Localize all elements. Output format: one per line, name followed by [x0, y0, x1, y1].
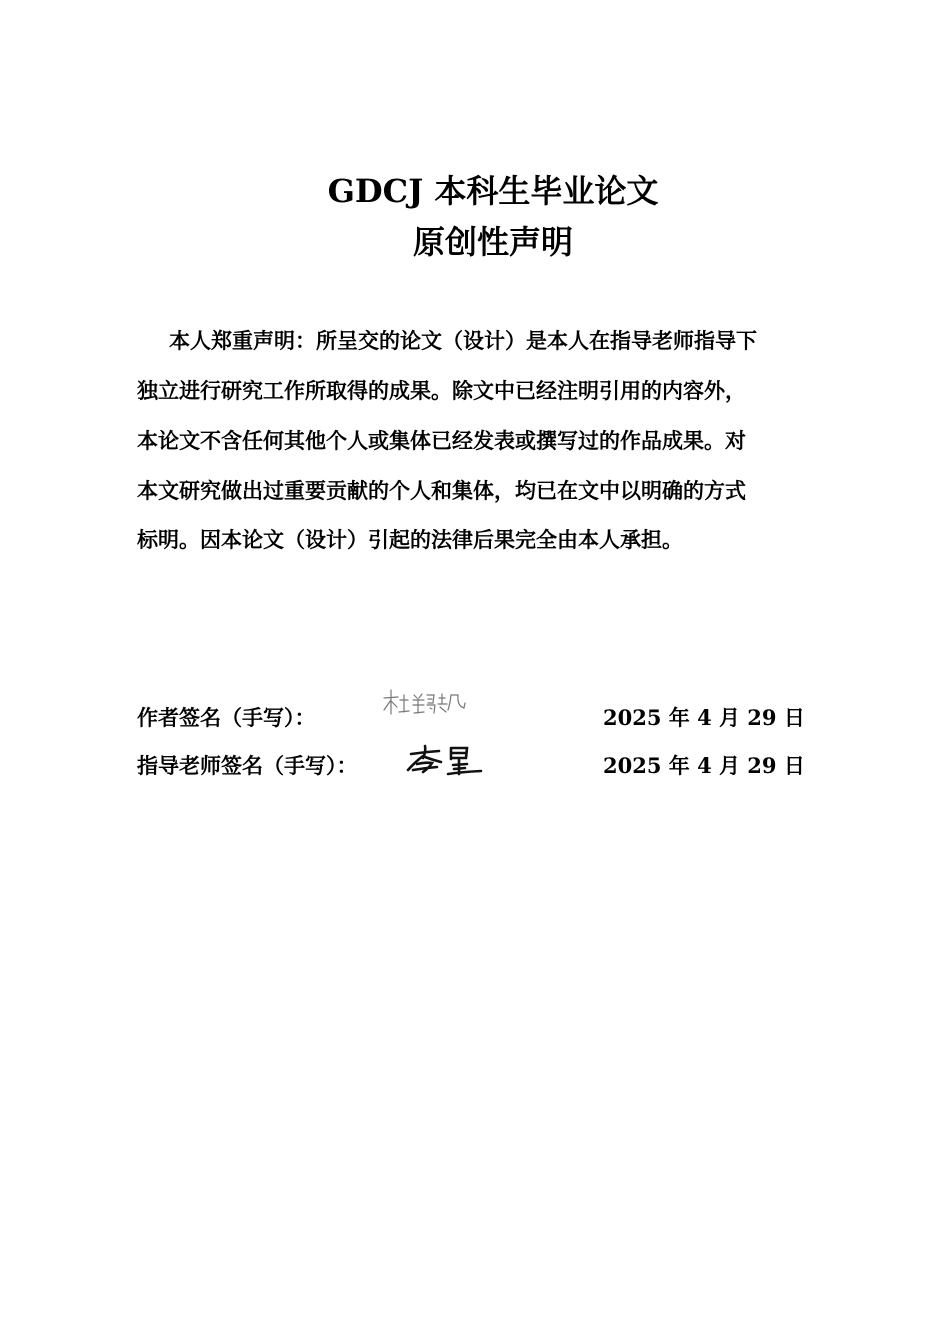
author-handwritten-signature: [380, 686, 470, 720]
advisor-signature-date: 2025 年 4 月 29 日: [603, 753, 805, 778]
statement-line: 独立进行研究工作所取得的成果。除文中已经注明引用的内容外，: [137, 378, 746, 403]
statement-line: 本文研究做出过重要贡献的个人和集体，均已在文中以明确的方式: [137, 478, 746, 503]
author-signature-label: 作者签名（手写）：: [137, 705, 316, 730]
document-subtitle: 原创性声明: [412, 223, 573, 261]
document-title: GDCJ 本科生毕业论文: [327, 172, 659, 210]
advisor-signature-label: 指导老师签名（手写）：: [137, 753, 358, 778]
advisor-handwritten-signature: [405, 742, 487, 780]
author-signature-date: 2025 年 4 月 29 日: [603, 705, 805, 730]
statement-line: 标明。因本论文（设计）引起的法律后果完全由本人承担。: [137, 527, 683, 552]
statement-line: 本人郑重声明：所呈交的论文（设计）是本人在指导老师指导下: [169, 328, 757, 353]
statement-line: 本论文不含任何其他个人或集体已经发表或撰写过的作品成果。对: [137, 428, 746, 453]
